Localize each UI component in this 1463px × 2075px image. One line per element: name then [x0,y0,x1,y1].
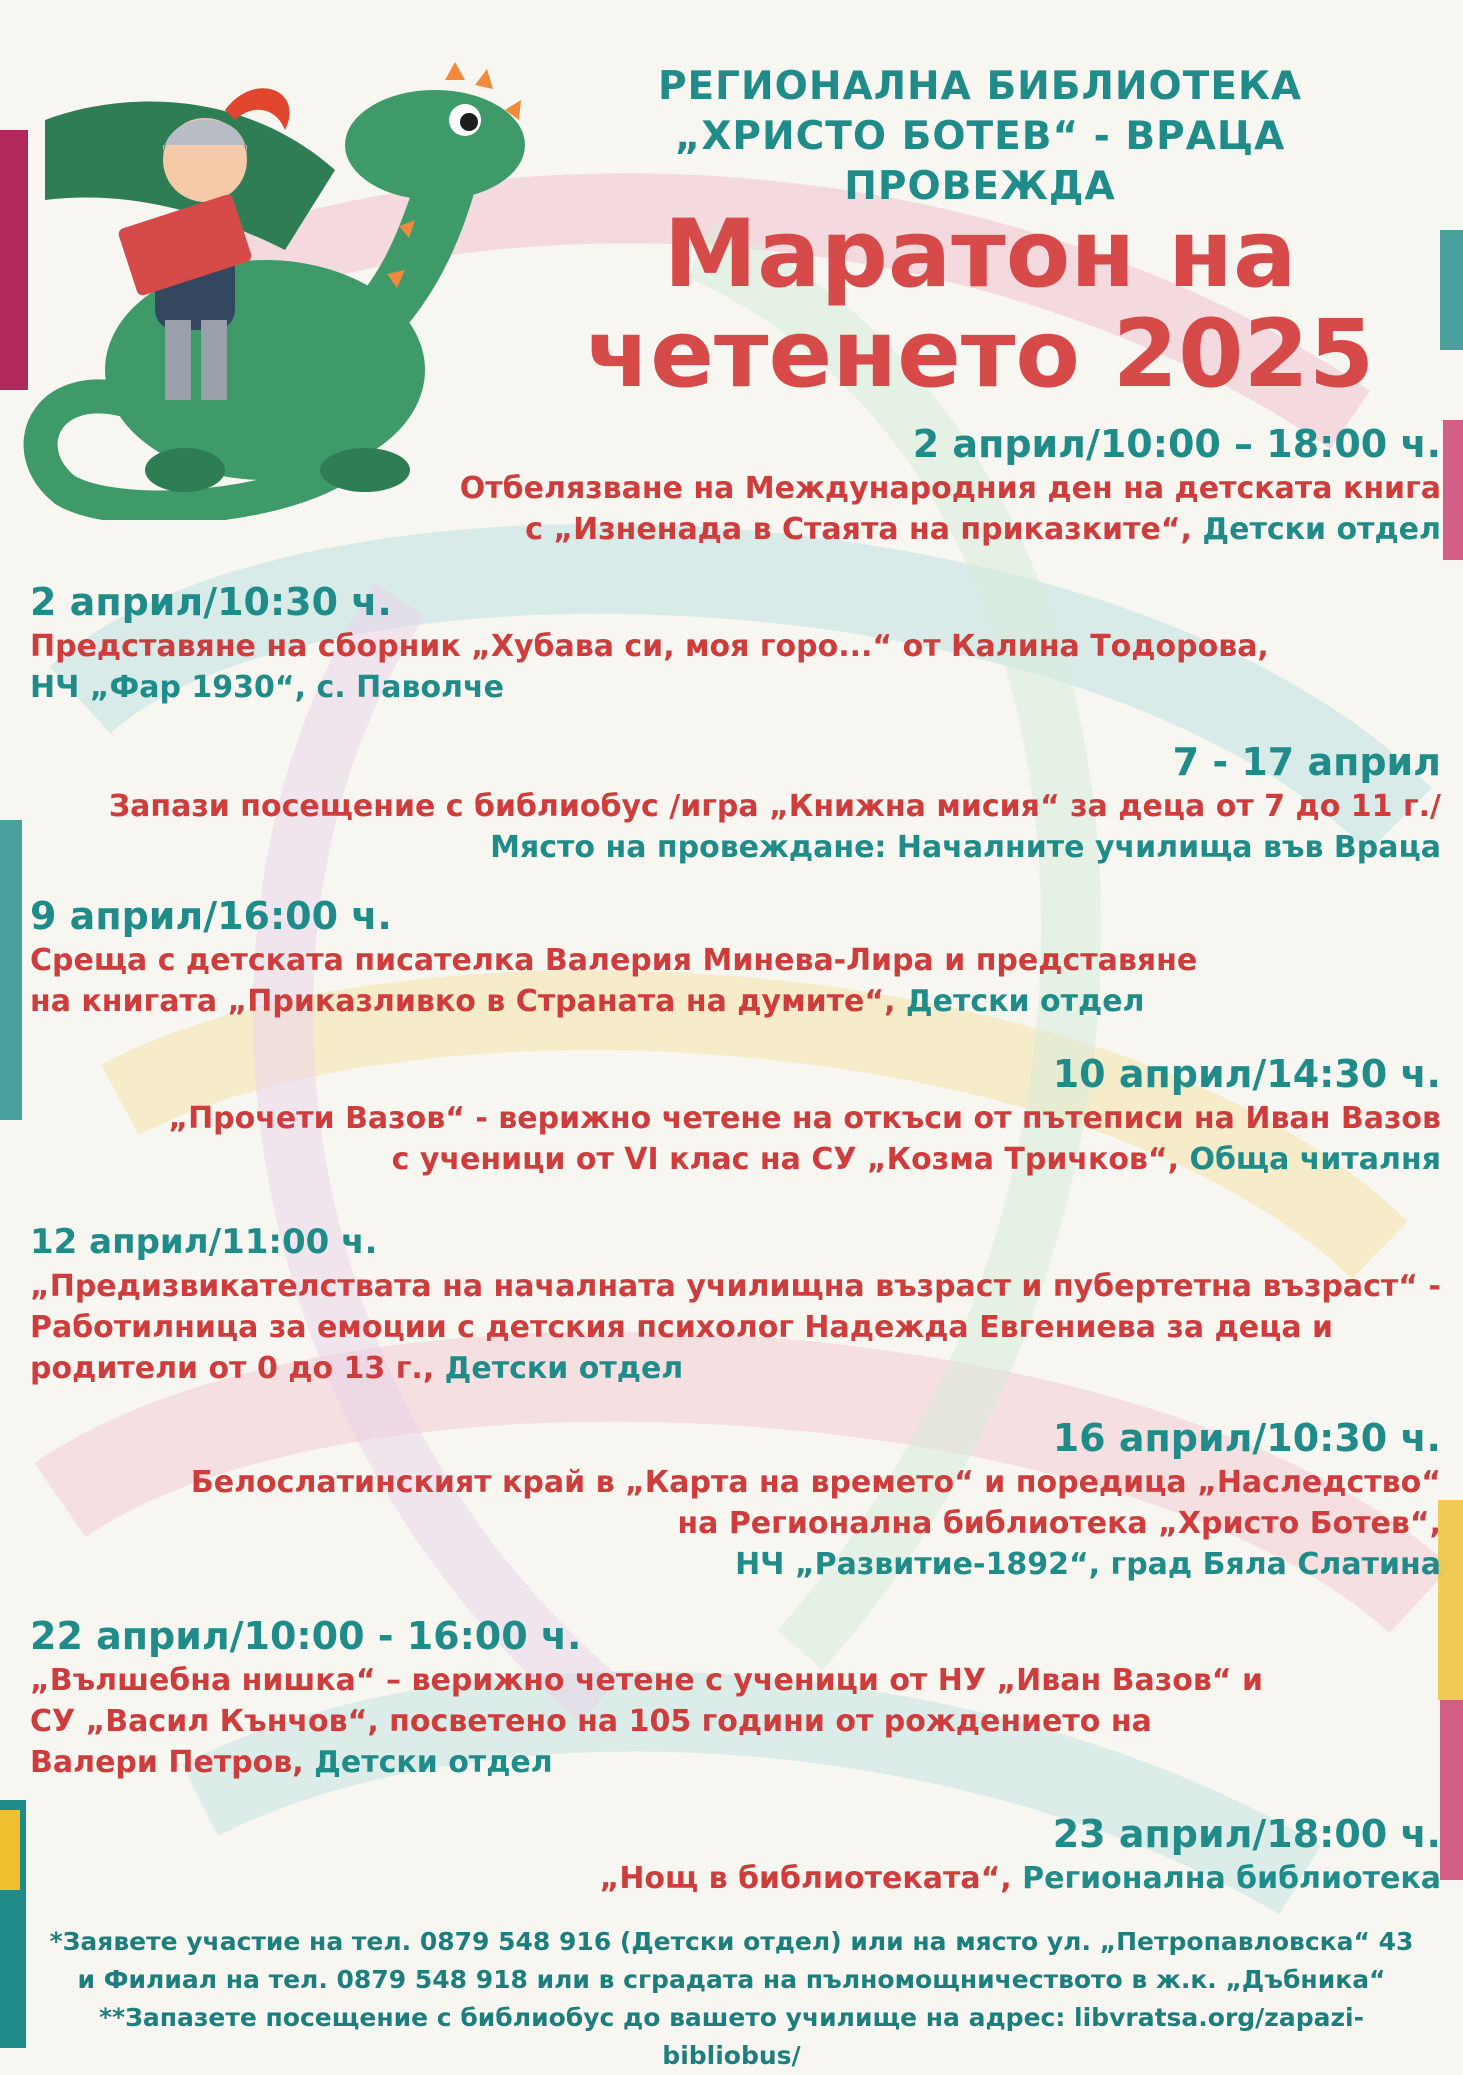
event-date: 16 април/10:30 ч. [1052,1416,1441,1460]
event-date: 7 - 17 април [1172,740,1441,784]
library-header [610,62,1350,212]
event-item [21,1810,1441,1899]
dragon-head [345,90,525,200]
event-date: 10 април/14:30 ч. [1052,1052,1441,1096]
event-item [21,420,1441,550]
title-line-2: четенето 2025 [585,300,1375,409]
title-line-1: Маратон на [663,200,1297,309]
footer-notes [40,1923,1423,2075]
header-line-2: „ХРИСТО БОТЕВ“ - ВРАЦА [674,114,1286,159]
event-description: Белослатинският край в „Карта на времето“ и поредица „Наследство“ на Регионална библиотека „Христо Ботев“, НЧ „Развитие-1892“, град Бяла Слатина [190,1465,1441,1582]
header-line-1: РЕГИОНАЛНА БИБЛИОТЕКА [657,64,1303,109]
event-item [30,578,1450,708]
event-date: 9 април/16:00 ч. [30,894,392,938]
footer-line-2: и Филиал на тел. 0879 548 918 или в сградата на пълномощничеството в ж.к. „Дъбника“ [77,1965,1386,1994]
event-description: „Предизвикателствата на началната училищна възраст и пубертетна възраст“ - Работилница за емоции с детския психолог Надежда Евгениева за деца и родители от 0 до 13 г., Детски отдел [30,1269,1441,1386]
event-date: 12 април/11:00 ч. [30,1222,378,1262]
footer-line-1: *Заявете участие на тел. 0879 548 916 (Детски отдел) или на място ул. „Петропавловска“ 43 [49,1927,1414,1956]
event-description: Отбелязване на Международния ден на детската книга с „Изненада в Стаята на приказките“, Детски отдел [459,471,1441,547]
event-item [30,1612,1450,1783]
page-title [560,200,1400,409]
event-description: Запази посещение с библиобус /игра „Книжна мисия“ за деца от 7 до 11 г./ Място на провеждане: Началните училища във Враца [108,789,1441,865]
event-date: 23 април/18:00 ч. [1052,1812,1441,1856]
event-item [21,738,1441,868]
event-description: „Прочети Вазов“ - верижно четене на откъси от пътеписи на Иван Вазов с ученици от VI клас на СУ „Козма Тричков“, Обща читалня [168,1101,1441,1177]
header-line-3: ПРОВЕЖДА [844,164,1116,209]
event-date: 2 април/10:00 – 18:00 ч. [912,422,1441,466]
footer-line-3: **Запазете посещение с библиобус до вашето училище на адрес: libvratsa.org/zapazi-bibliobus/ [98,2003,1364,2070]
event-description: Представяне на сборник „Хубава си, моя горо...“ от Калина Тодорова, НЧ „Фар 1930“, с. Паволче [30,629,1269,705]
event-item [21,1050,1441,1180]
event-description: Среща с детската писателка Валерия Минева-Лира и представяне на книгата „Приказливко в Страната на думите“, Детски отдел [30,943,1198,1019]
event-item [21,1414,1441,1585]
event-item [30,1218,1450,1389]
event-item [30,892,1450,1022]
event-date: 22 април/10:00 - 16:00 ч. [30,1614,582,1658]
event-description: „Вълшебна нишка“ – верижно четене с ученици от НУ „Иван Вазов“ и СУ „Васил Кънчов“, посветено на 105 години от рождението на Валери Петров, Детски отдел [30,1663,1263,1780]
event-date: 2 април/10:30 ч. [30,580,392,624]
event-description: „Нощ в библиотеката“, Регионална библиотека [599,1861,1441,1896]
